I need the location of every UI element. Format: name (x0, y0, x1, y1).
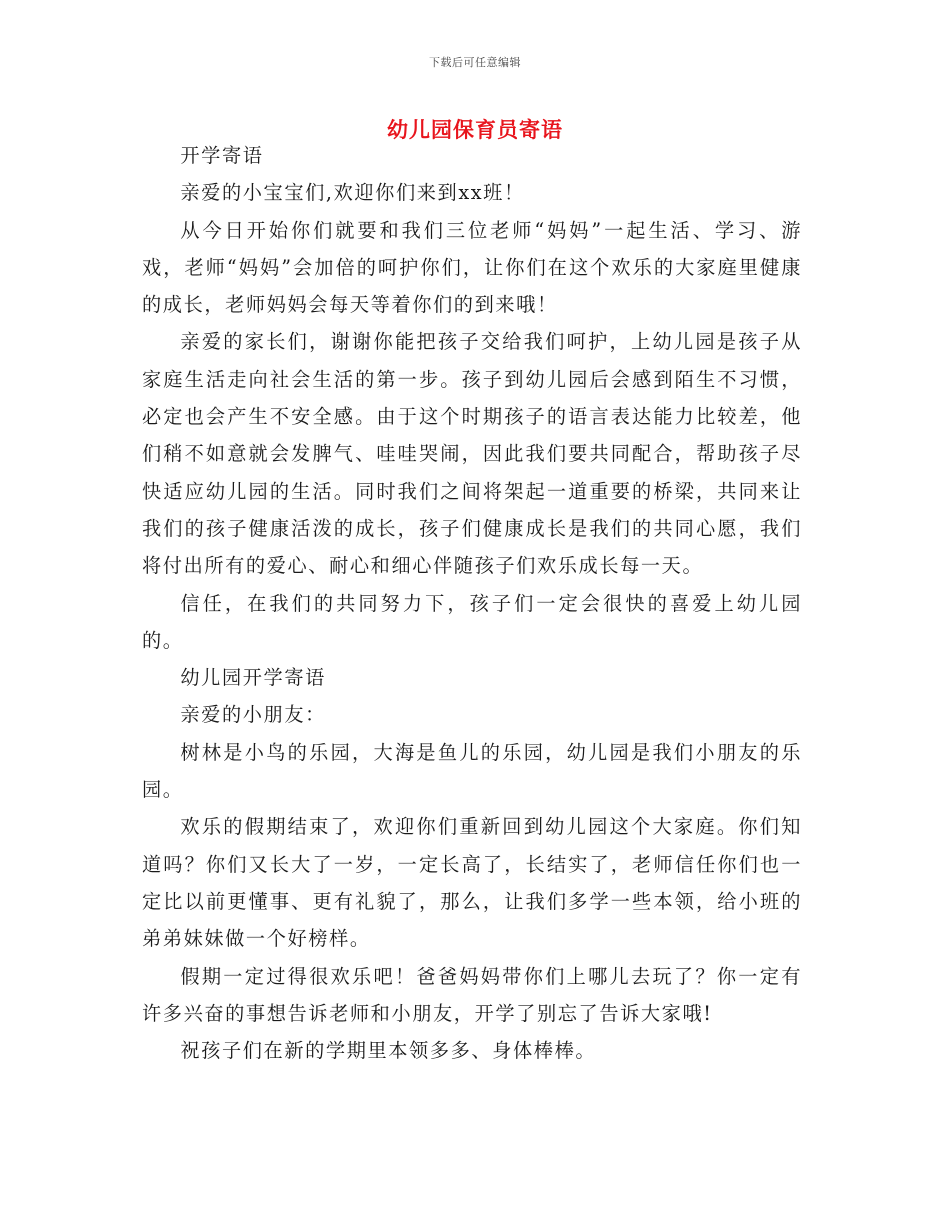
paragraph-blessing: 祝孩子们在新的学期里本领多多、身体棒棒。 (180, 1039, 597, 1063)
paragraph-paradise: 树林是小鸟的乐园，大海是鱼儿的乐园，幼儿园是我们小朋友的乐园。 (142, 740, 802, 802)
paragraph-holiday-fun: 假期一定过得很欢乐吧！爸爸妈妈带你们上哪儿去玩了？你一定有许多兴奋的事想告诉老师和小朋友，开学了别忘了告诉大家哦! (142, 964, 802, 1025)
document-body (142, 137, 802, 1069)
section-heading-opening-message: 开学寄语 (180, 144, 264, 167)
paragraph-teacher-mothers: 从今日开始你们就要和我们三位老师“妈妈”一起生活、学习、游戏，老师“妈妈”会加倍的呵护你们，让你们在这个欢乐的大家庭里健康的成长，老师妈妈会每天等着你们的到来哦！ (142, 218, 802, 317)
greeting-children: 亲爱的小朋友： (180, 703, 326, 727)
paragraph-holiday-ended: 欢乐的假期结束了，欢迎你们重新回到幼儿园这个大家庭。你们知道吗？你们又长大了一岁，一定长高了，长结实了，老师信任你们也一定比以前更懂事、更有礼貌了，那么，让我们多学一些本领，给小班的弟弟妹妹做一个好榜样。 (142, 815, 802, 951)
greeting-babies: 亲爱的小宝宝们,欢迎你们来到xx班！ (180, 181, 525, 205)
paragraph-dear-parents: 亲爱的家长们，谢谢你能把孩子交给我们呵护，上幼儿园是孩子从家庭生活走向社会生活的第一步。孩子到幼儿园后会感到陌生不习惯，必定也会产生不安全感。由于这个时期孩子的语言表达能力比较差，他们稍不如意就会发脾气、哇哇哭闹，因此我们要共同配合，帮助孩子尽快适应幼儿园的生活。同时我们之间将架起一道重要的桥梁，共同来让我们的孩子健康活泼的成长，孩子们健康成长是我们的共同心愿，我们将付出所有的爱心、耐心和细心伴随孩子们欢乐成长每一天。 (142, 330, 802, 578)
page-header-note: 下载后可任意编辑 (429, 56, 521, 69)
paragraph-trust: 信任，在我们的共同努力下，孩子们一定会很快的喜爱上幼儿园的。 (142, 591, 802, 652)
document-title: 幼儿园保育员寄语 (387, 118, 563, 142)
section-heading-kindergarten-opening: 幼儿园开学寄语 (180, 666, 326, 690)
